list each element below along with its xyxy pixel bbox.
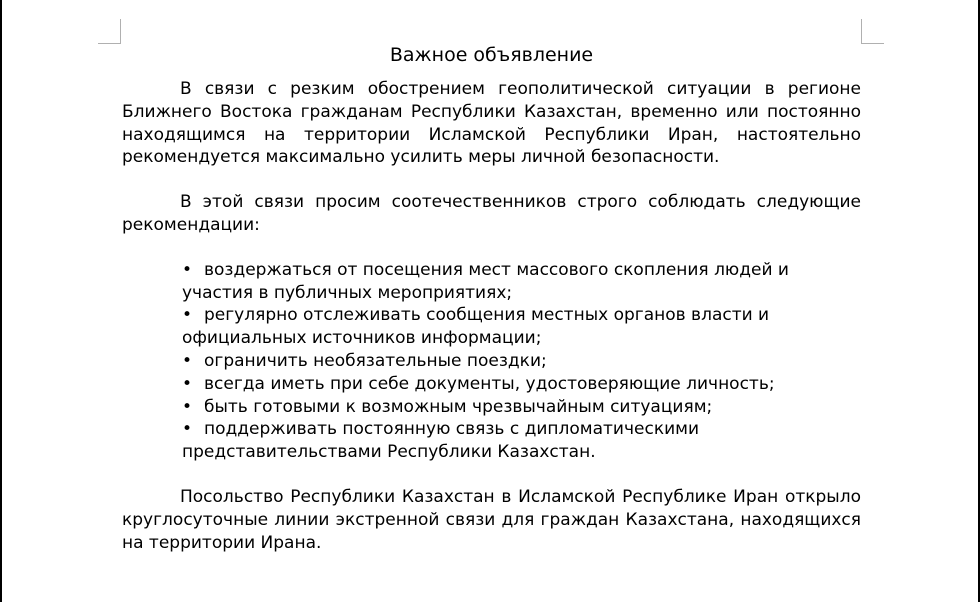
list-item: [182, 396, 861, 419]
list-item-text: всегда иметь при себе документы, удостоверяющие личность;: [204, 373, 775, 394]
list-item: [182, 350, 861, 373]
document-title: Важное объявление: [389, 44, 594, 66]
bullet-icon: •: [182, 259, 193, 280]
request-paragraph: В этой связи просим соотечественников строго соблюдать следующие рекомендации:: [122, 192, 861, 235]
list-item-text: воздержаться от посещения мест массового скопления людей и участия в публичных мероприятиях;: [182, 259, 789, 303]
bullet-icon: •: [182, 350, 193, 371]
list-item-text: поддерживать постоянную связь с дипломатическими представительствами Республики Казахстан.: [182, 419, 700, 463]
closing-paragraph: Посольство Республики Казахстан в Исламской Республике Иран открыло круглосуточные линии экстренной связи для граждан Казахстана, находящихся на территории Ирана.: [122, 486, 861, 553]
document-viewport: [2, 0, 978, 602]
page-corner-mark-top-left: [98, 19, 121, 44]
bullet-icon: •: [182, 373, 193, 394]
list-item: [182, 418, 861, 464]
list-item-text: быть готовыми к возможным чрезвычайным ситуациям;: [204, 396, 713, 417]
list-item: [182, 373, 861, 396]
recommendations-list: [182, 259, 861, 464]
bullet-icon: •: [182, 396, 193, 417]
page-corner-mark-top-right: [861, 19, 884, 44]
bullet-icon: •: [182, 419, 193, 440]
list-item-text: ограничить необязательные поездки;: [204, 350, 547, 371]
bullet-icon: •: [182, 305, 193, 326]
list-item: [182, 304, 861, 350]
list-item: [182, 259, 861, 305]
document-body: [122, 41, 861, 576]
list-item-text: регулярно отслеживать сообщения местных органов власти и официальных источников информации;: [182, 305, 770, 349]
intro-paragraph: В связи с резким обострением геополитической ситуации в регионе Ближнего Востока гражданам Республики Казахстан, временно или постоянно находящимся на территории Исламской Республики Иран, настоятельно рекомендуется максимально усилить меры личной безопасности.: [122, 79, 861, 168]
document-page: [2, 0, 978, 602]
